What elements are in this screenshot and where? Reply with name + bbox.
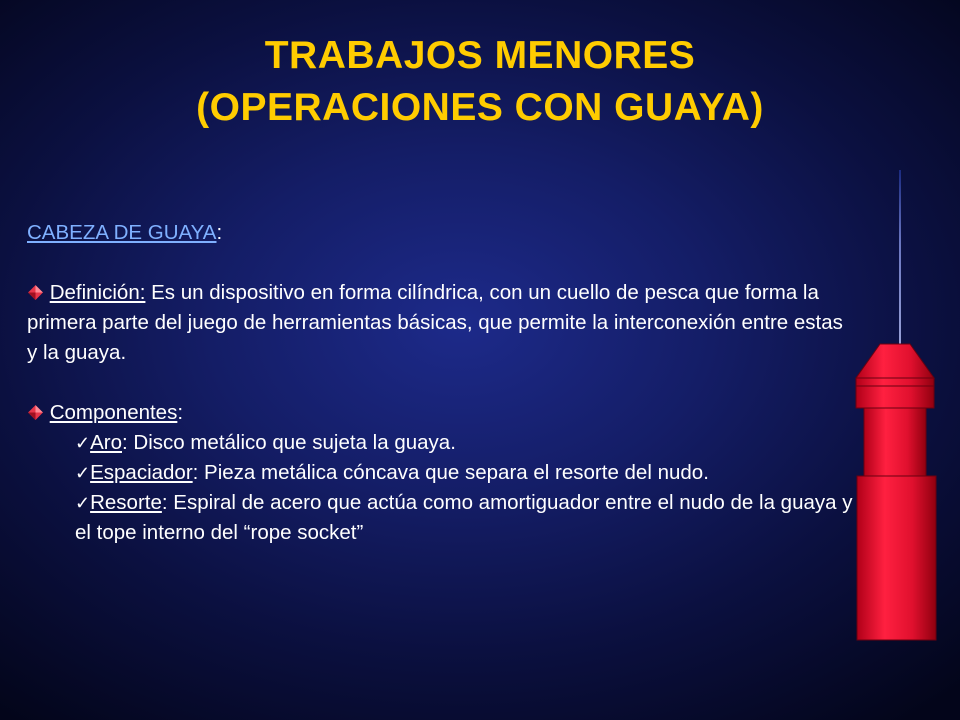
section-heading: [27, 218, 857, 248]
rope-socket-tool-illustration: [850, 340, 940, 645]
component-item-aro: [27, 428, 857, 458]
component-colon: :: [192, 461, 199, 484]
checkmark-icon: ✓: [75, 493, 91, 513]
components-heading: [27, 398, 857, 428]
component-name: Aro: [90, 431, 122, 454]
component-description: Disco metálico que sujeta la guaya.: [127, 431, 456, 454]
definition-label: Definición:: [49, 281, 146, 304]
checkmark-icon: ✓: [75, 463, 91, 483]
checkmark-icon: ✓: [75, 433, 91, 453]
component-colon: :: [122, 431, 128, 454]
component-description: Pieza metálica cóncava que separa el resorte del nudo.: [198, 461, 709, 484]
component-description: Espiral de acero que actúa como amortiguador entre el nudo de la guaya y el tope interno del “rope socket”: [75, 491, 853, 544]
diamond-bullet-icon: [27, 284, 44, 301]
components-colon: :: [177, 401, 184, 424]
slide-title: [0, 30, 960, 134]
wireline-cable: [899, 170, 901, 350]
component-item-resorte: [27, 488, 857, 548]
title-line-1: TRABAJOS MENORES: [264, 34, 696, 77]
title-line-2: (OPERACIONES CON GUAYA): [196, 86, 764, 129]
diamond-bullet-icon: [27, 404, 44, 421]
definition-paragraph: [27, 278, 857, 368]
section-heading-colon: :: [216, 221, 223, 244]
components-label: Componentes: [49, 401, 178, 424]
section-heading-label: CABEZA DE GUAYA: [27, 221, 217, 244]
component-colon: :: [161, 491, 168, 514]
slide-body: [27, 218, 857, 548]
component-name: Espaciador: [90, 461, 193, 484]
component-name: Resorte: [90, 491, 162, 514]
component-item-espaciador: [27, 458, 857, 488]
definition-text: Es un dispositivo en forma cilíndrica, con un cuello de pesca que forma la primera parte del juego de herramientas básicas, que permite la interconexión entre estas y la guaya.: [27, 281, 843, 364]
